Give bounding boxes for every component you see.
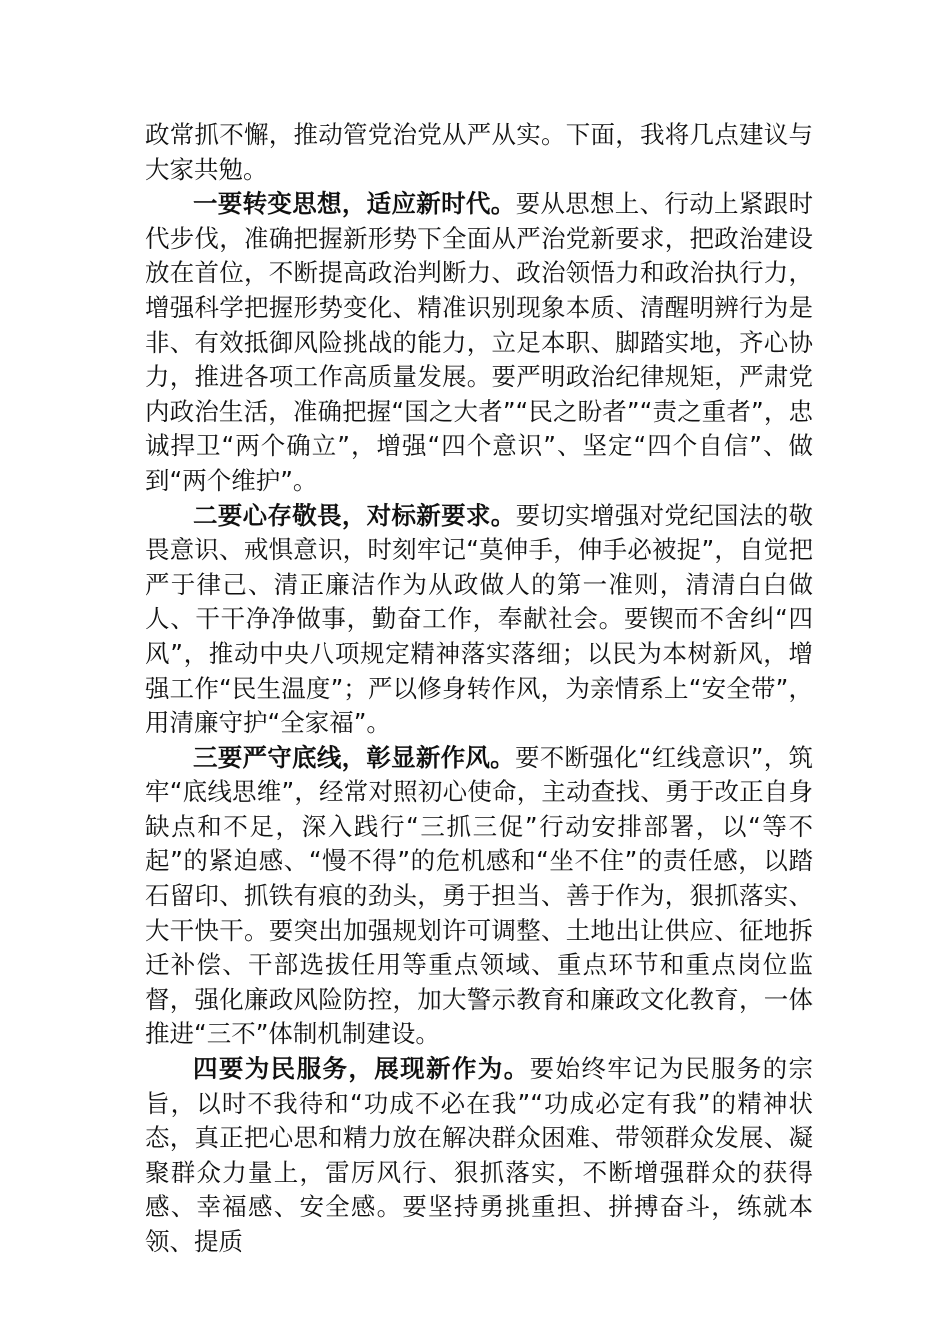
- paragraph-point-2: [145, 499, 813, 741]
- paragraph-lead: 四要为民服务，展现新作为。: [193, 1054, 530, 1084]
- paragraph-text: 要始终牢记为民服务的宗旨，以时不我待和“功成不必在我”“功成必定有我”的精神状态，真正把心思和精力放在解决群众困难、带领群众发展、凝聚群众力量上，雷厉风行、狠抓落实，不断增强群众的获得感、幸福感、安全感。要坚持勇挑重担、拼搏奋斗，练就本领、提质: [145, 1054, 814, 1256]
- paragraph-text: 政常抓不懈，推动管党治党从严从实。下面，我将几点建议与大家共勉。: [145, 120, 813, 184]
- paragraph-point-3: [145, 741, 813, 1052]
- paragraph-lead: 二要心存敬畏，对标新要求。: [193, 500, 516, 530]
- document-page: [145, 118, 813, 1260]
- paragraph-lead: 一要转变思想，适应新时代。: [193, 189, 516, 219]
- paragraph-text: 要不断强化“红线意识”，筑牢“底线思维”，经常对照初心使命，主动查找、勇于改正自身缺点和不足，深入践行“三抓三促”行动安排部署，以“等不起”的紧迫感、“慢不得”的危机感和“坐不住”的责任感，以踏石留印、抓铁有痕的劲头，勇于担当、善于作为，狠抓落实、大干快干。要突出加强规划许可调整、土地出让供应、征地拆迁补偿、干部选拔任用等重点领域、重点环节和重点岗位监督，强化廉政风险防控，加大警示教育和廉政文化教育，一体推进“三不”体制机制建设。: [145, 742, 813, 1049]
- paragraph-point-4: [145, 1052, 813, 1260]
- paragraph-intro-continuation: [145, 118, 813, 187]
- paragraph-lead: 三要严守底线，彰显新作风。: [193, 742, 515, 772]
- paragraph-text: 要从思想上、行动上紧跟时代步伐，准确把握新形势下全面从严治党新要求，把政治建设放在首位，不断提高政治判断力、政治领悟力和政治执行力，增强科学把握形势变化、精准识别现象本质、清醒明辨行为是非、有效抵御风险挑战的能力，立足本职、脚踏实地，齐心协力，推进各项工作高质量发展。要严明政治纪律规矩，严肃党内政治生活，准确把握“国之大者”“民之盼者”“责之重者”，忠诚捍卫“两个确立”，增强“四个意识”、坚定“四个自信”、做到“两个维护”。: [145, 189, 813, 495]
- paragraph-text: 要切实增强对党纪国法的敬畏意识、戒惧意识，时刻牢记“莫伸手，伸手必被捉”，自觉把严于律己、清正廉洁作为从政做人的第一准则，清清白白做人、干干净净做事，勤奋工作，奉献社会。要锲而不舍纠“四风”，推动中央八项规定精神落实落细；以民为本树新风，增强工作“民生温度”；严以修身转作风，为亲情系上“安全带”，用清廉守护“全家福”。: [145, 500, 813, 738]
- paragraph-point-1: [145, 187, 813, 498]
